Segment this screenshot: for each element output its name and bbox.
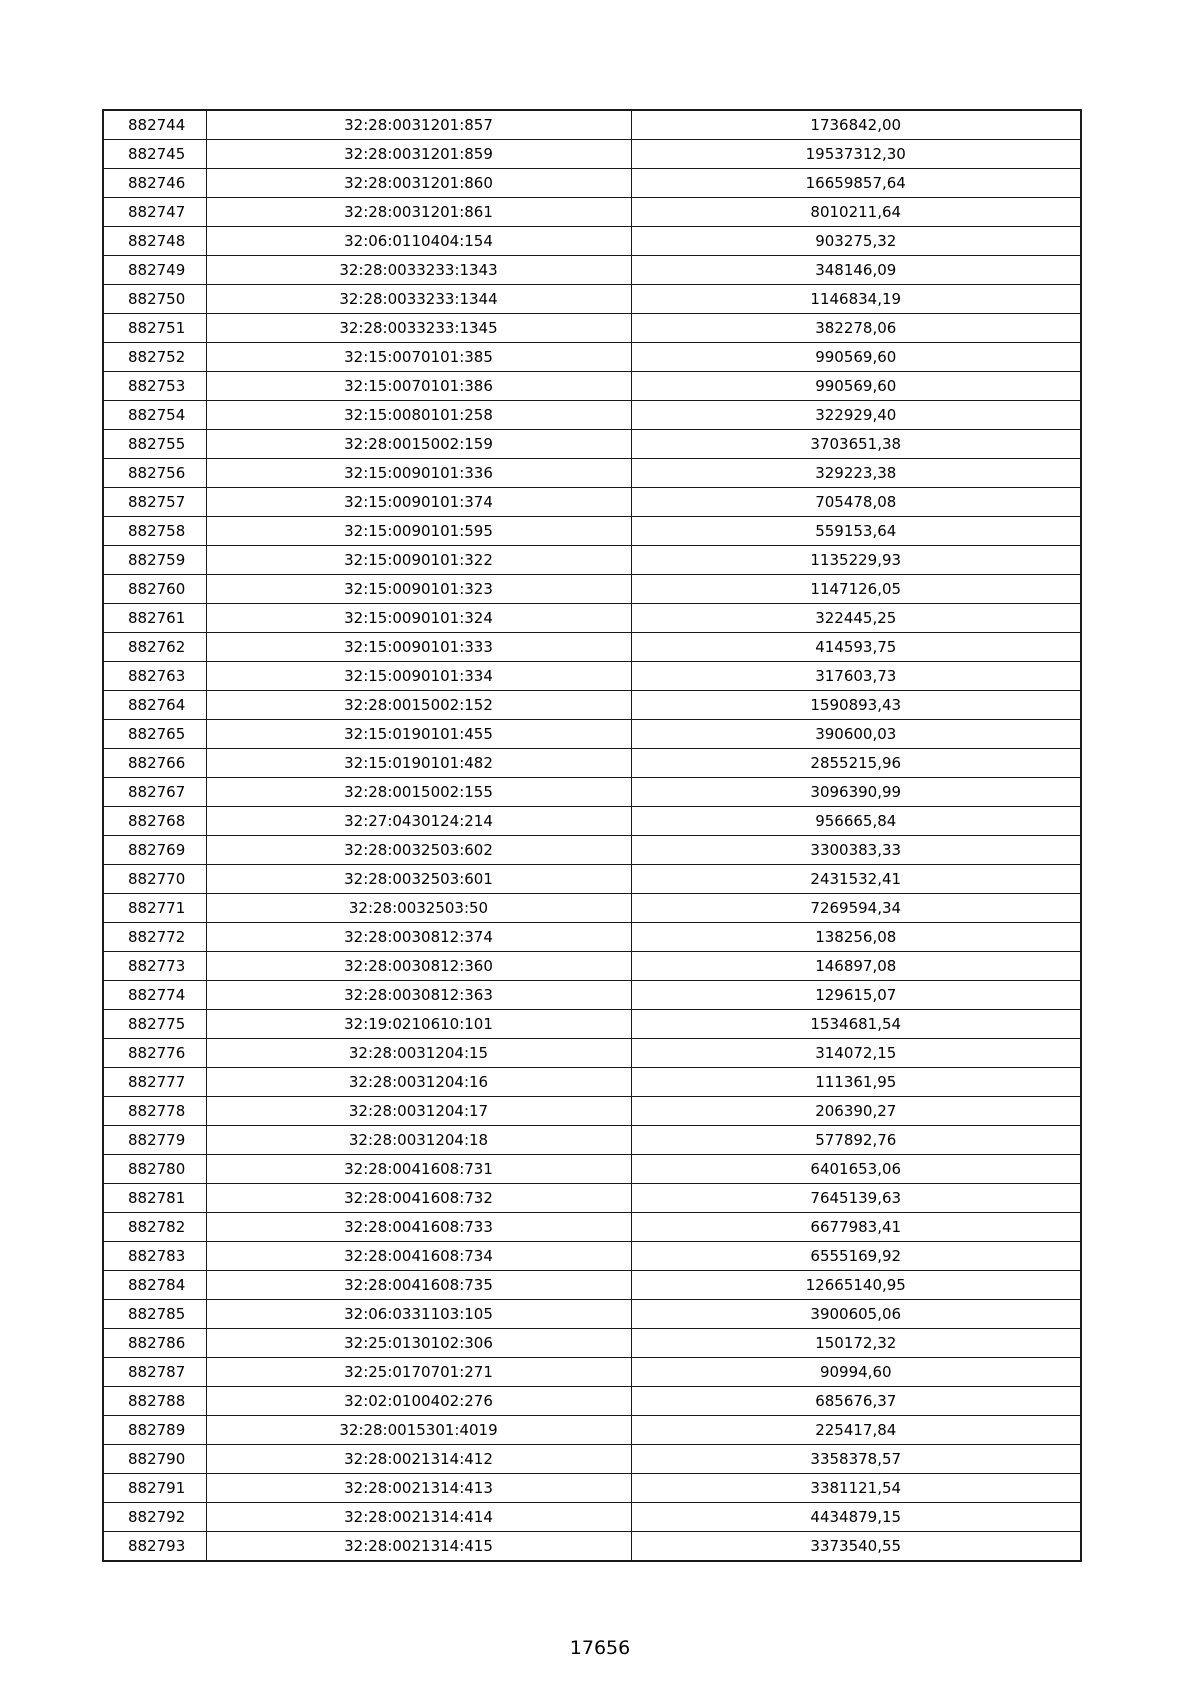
value-cell: 3373540,55 [631, 1532, 1081, 1562]
value-cell: 1135229,93 [631, 546, 1081, 575]
row-number-cell: 882778 [103, 1097, 206, 1126]
cadastral-number-cell: 32:28:0015002:159 [206, 430, 631, 459]
table-row [103, 110, 1081, 140]
table-row [103, 1155, 1081, 1184]
row-number-cell: 882753 [103, 372, 206, 401]
value-cell: 382278,06 [631, 314, 1081, 343]
table-row [103, 662, 1081, 691]
data-table [102, 109, 1082, 1562]
cadastral-number-cell: 32:15:0090101:333 [206, 633, 631, 662]
table-row [103, 952, 1081, 981]
cadastral-number-cell: 32:28:0030812:363 [206, 981, 631, 1010]
cadastral-number-cell: 32:28:0031204:16 [206, 1068, 631, 1097]
value-cell: 3703651,38 [631, 430, 1081, 459]
cadastral-number-cell: 32:28:0041608:733 [206, 1213, 631, 1242]
row-number-cell: 882787 [103, 1358, 206, 1387]
value-cell: 16659857,64 [631, 169, 1081, 198]
value-cell: 3900605,06 [631, 1300, 1081, 1329]
cadastral-number-cell: 32:06:0331103:105 [206, 1300, 631, 1329]
cadastral-number-cell: 32:15:0090101:334 [206, 662, 631, 691]
table-row [103, 1532, 1081, 1562]
cadastral-number-cell: 32:15:0090101:336 [206, 459, 631, 488]
table-row [103, 1300, 1081, 1329]
table-row [103, 401, 1081, 430]
value-cell: 206390,27 [631, 1097, 1081, 1126]
row-number-cell: 882762 [103, 633, 206, 662]
value-cell: 8010211,64 [631, 198, 1081, 227]
cadastral-number-cell: 32:28:0031204:15 [206, 1039, 631, 1068]
value-cell: 19537312,30 [631, 140, 1081, 169]
value-cell: 3381121,54 [631, 1474, 1081, 1503]
row-number-cell: 882766 [103, 749, 206, 778]
cadastral-number-cell: 32:28:0033233:1344 [206, 285, 631, 314]
value-cell: 90994,60 [631, 1358, 1081, 1387]
row-number-cell: 882757 [103, 488, 206, 517]
table-row [103, 633, 1081, 662]
value-cell: 956665,84 [631, 807, 1081, 836]
row-number-cell: 882786 [103, 1329, 206, 1358]
value-cell: 6555169,92 [631, 1242, 1081, 1271]
table-row [103, 1242, 1081, 1271]
table-row [103, 314, 1081, 343]
table-row [103, 488, 1081, 517]
row-number-cell: 882792 [103, 1503, 206, 1532]
table-row [103, 459, 1081, 488]
row-number-cell: 882759 [103, 546, 206, 575]
row-number-cell: 882779 [103, 1126, 206, 1155]
table-row [103, 865, 1081, 894]
table-row [103, 1068, 1081, 1097]
table-row [103, 1271, 1081, 1300]
table-row [103, 1097, 1081, 1126]
cadastral-number-cell: 32:28:0021314:412 [206, 1445, 631, 1474]
row-number-cell: 882755 [103, 430, 206, 459]
value-cell: 322445,25 [631, 604, 1081, 633]
table-row [103, 1474, 1081, 1503]
value-cell: 111361,95 [631, 1068, 1081, 1097]
value-cell: 1590893,43 [631, 691, 1081, 720]
row-number-cell: 882781 [103, 1184, 206, 1213]
row-number-cell: 882752 [103, 343, 206, 372]
table-row [103, 1213, 1081, 1242]
table-row [103, 981, 1081, 1010]
cadastral-number-cell: 32:15:0080101:258 [206, 401, 631, 430]
row-number-cell: 882747 [103, 198, 206, 227]
row-number-cell: 882774 [103, 981, 206, 1010]
cadastral-number-cell: 32:28:0033233:1343 [206, 256, 631, 285]
value-cell: 329223,38 [631, 459, 1081, 488]
value-cell: 3358378,57 [631, 1445, 1081, 1474]
table-row [103, 546, 1081, 575]
value-cell: 3096390,99 [631, 778, 1081, 807]
page-number: 17656 [569, 1637, 631, 1659]
table-row [103, 256, 1081, 285]
table-row [103, 604, 1081, 633]
cadastral-number-cell: 32:28:0032503:602 [206, 836, 631, 865]
cadastral-number-cell: 32:28:0033233:1345 [206, 314, 631, 343]
cadastral-number-cell: 32:28:0030812:374 [206, 923, 631, 952]
value-cell: 12665140,95 [631, 1271, 1081, 1300]
cadastral-number-cell: 32:15:0090101:595 [206, 517, 631, 546]
cadastral-number-cell: 32:28:0015002:152 [206, 691, 631, 720]
row-number-cell: 882748 [103, 227, 206, 256]
value-cell: 685676,37 [631, 1387, 1081, 1416]
row-number-cell: 882764 [103, 691, 206, 720]
value-cell: 903275,32 [631, 227, 1081, 256]
row-number-cell: 882772 [103, 923, 206, 952]
table-row [103, 198, 1081, 227]
table-row [103, 894, 1081, 923]
row-number-cell: 882790 [103, 1445, 206, 1474]
row-number-cell: 882744 [103, 110, 206, 140]
value-cell: 414593,75 [631, 633, 1081, 662]
value-cell: 1534681,54 [631, 1010, 1081, 1039]
table-row [103, 285, 1081, 314]
row-number-cell: 882761 [103, 604, 206, 633]
table-row [103, 778, 1081, 807]
value-cell: 6677983,41 [631, 1213, 1081, 1242]
value-cell: 990569,60 [631, 343, 1081, 372]
row-number-cell: 882791 [103, 1474, 206, 1503]
cadastral-number-cell: 32:25:0130102:306 [206, 1329, 631, 1358]
cadastral-number-cell: 32:28:0031201:859 [206, 140, 631, 169]
row-number-cell: 882788 [103, 1387, 206, 1416]
cadastral-number-cell: 32:15:0190101:482 [206, 749, 631, 778]
value-cell: 1736842,00 [631, 110, 1081, 140]
row-number-cell: 882793 [103, 1532, 206, 1562]
row-number-cell: 882780 [103, 1155, 206, 1184]
value-cell: 559153,64 [631, 517, 1081, 546]
row-number-cell: 882782 [103, 1213, 206, 1242]
row-number-cell: 882756 [103, 459, 206, 488]
cadastral-number-cell: 32:28:0015002:155 [206, 778, 631, 807]
value-cell: 225417,84 [631, 1416, 1081, 1445]
row-number-cell: 882754 [103, 401, 206, 430]
table-row [103, 1387, 1081, 1416]
table-row [103, 517, 1081, 546]
value-cell: 705478,08 [631, 488, 1081, 517]
cadastral-number-cell: 32:02:0100402:276 [206, 1387, 631, 1416]
table-row [103, 807, 1081, 836]
cadastral-number-cell: 32:15:0190101:455 [206, 720, 631, 749]
cadastral-number-cell: 32:28:0021314:414 [206, 1503, 631, 1532]
cadastral-number-cell: 32:28:0015301:4019 [206, 1416, 631, 1445]
cadastral-number-cell: 32:19:0210610:101 [206, 1010, 631, 1039]
table-row [103, 1126, 1081, 1155]
value-cell: 1147126,05 [631, 575, 1081, 604]
value-cell: 129615,07 [631, 981, 1081, 1010]
value-cell: 390600,03 [631, 720, 1081, 749]
table-body [103, 110, 1081, 1561]
cadastral-number-cell: 32:28:0030812:360 [206, 952, 631, 981]
value-cell: 348146,09 [631, 256, 1081, 285]
row-number-cell: 882751 [103, 314, 206, 343]
cadastral-number-cell: 32:15:0090101:322 [206, 546, 631, 575]
row-number-cell: 882765 [103, 720, 206, 749]
cadastral-number-cell: 32:15:0090101:323 [206, 575, 631, 604]
table-row [103, 720, 1081, 749]
cadastral-number-cell: 32:15:0070101:385 [206, 343, 631, 372]
value-cell: 3300383,33 [631, 836, 1081, 865]
table-row [103, 1416, 1081, 1445]
row-number-cell: 882768 [103, 807, 206, 836]
table-row [103, 1184, 1081, 1213]
table-row [103, 691, 1081, 720]
row-number-cell: 882767 [103, 778, 206, 807]
table-row [103, 169, 1081, 198]
cadastral-number-cell: 32:28:0021314:413 [206, 1474, 631, 1503]
cadastral-number-cell: 32:15:0090101:324 [206, 604, 631, 633]
table-row [103, 836, 1081, 865]
value-cell: 1146834,19 [631, 285, 1081, 314]
row-number-cell: 882760 [103, 575, 206, 604]
cadastral-number-cell: 32:28:0032503:601 [206, 865, 631, 894]
row-number-cell: 882789 [103, 1416, 206, 1445]
table-row [103, 227, 1081, 256]
row-number-cell: 882771 [103, 894, 206, 923]
table-row [103, 140, 1081, 169]
cadastral-number-cell: 32:28:0041608:735 [206, 1271, 631, 1300]
row-number-cell: 882750 [103, 285, 206, 314]
table-row [103, 923, 1081, 952]
cadastral-number-cell: 32:15:0070101:386 [206, 372, 631, 401]
value-cell: 314072,15 [631, 1039, 1081, 1068]
table-row [103, 1039, 1081, 1068]
value-cell: 138256,08 [631, 923, 1081, 952]
cadastral-number-cell: 32:28:0031201:857 [206, 110, 631, 140]
table-row [103, 575, 1081, 604]
table-row [103, 1010, 1081, 1039]
cadastral-number-cell: 32:28:0041608:734 [206, 1242, 631, 1271]
value-cell: 2855215,96 [631, 749, 1081, 778]
table-row [103, 372, 1081, 401]
value-cell: 990569,60 [631, 372, 1081, 401]
row-number-cell: 882763 [103, 662, 206, 691]
cadastral-number-cell: 32:28:0031201:860 [206, 169, 631, 198]
table-row [103, 749, 1081, 778]
table-row [103, 1445, 1081, 1474]
row-number-cell: 882758 [103, 517, 206, 546]
cadastral-number-cell: 32:28:0032503:50 [206, 894, 631, 923]
table-row [103, 1358, 1081, 1387]
row-number-cell: 882776 [103, 1039, 206, 1068]
value-cell: 317603,73 [631, 662, 1081, 691]
value-cell: 2431532,41 [631, 865, 1081, 894]
table-row [103, 1329, 1081, 1358]
value-cell: 150172,32 [631, 1329, 1081, 1358]
row-number-cell: 882783 [103, 1242, 206, 1271]
cadastral-number-cell: 32:06:0110404:154 [206, 227, 631, 256]
value-cell: 4434879,15 [631, 1503, 1081, 1532]
row-number-cell: 882745 [103, 140, 206, 169]
row-number-cell: 882749 [103, 256, 206, 285]
value-cell: 7645139,63 [631, 1184, 1081, 1213]
cadastral-number-cell: 32:28:0031204:17 [206, 1097, 631, 1126]
value-cell: 6401653,06 [631, 1155, 1081, 1184]
cadastral-number-cell: 32:15:0090101:374 [206, 488, 631, 517]
row-number-cell: 882746 [103, 169, 206, 198]
row-number-cell: 882777 [103, 1068, 206, 1097]
value-cell: 322929,40 [631, 401, 1081, 430]
row-number-cell: 882775 [103, 1010, 206, 1039]
cadastral-number-cell: 32:28:0041608:731 [206, 1155, 631, 1184]
value-cell: 577892,76 [631, 1126, 1081, 1155]
value-cell: 7269594,34 [631, 894, 1081, 923]
row-number-cell: 882770 [103, 865, 206, 894]
row-number-cell: 882769 [103, 836, 206, 865]
cadastral-number-cell: 32:25:0170701:271 [206, 1358, 631, 1387]
cadastral-number-cell: 32:27:0430124:214 [206, 807, 631, 836]
value-cell: 146897,08 [631, 952, 1081, 981]
cadastral-number-cell: 32:28:0041608:732 [206, 1184, 631, 1213]
cadastral-number-cell: 32:28:0031204:18 [206, 1126, 631, 1155]
row-number-cell: 882773 [103, 952, 206, 981]
row-number-cell: 882785 [103, 1300, 206, 1329]
table-row [103, 430, 1081, 459]
row-number-cell: 882784 [103, 1271, 206, 1300]
cadastral-number-cell: 32:28:0021314:415 [206, 1532, 631, 1562]
cadastral-number-cell: 32:28:0031201:861 [206, 198, 631, 227]
table-row [103, 343, 1081, 372]
table-row [103, 1503, 1081, 1532]
